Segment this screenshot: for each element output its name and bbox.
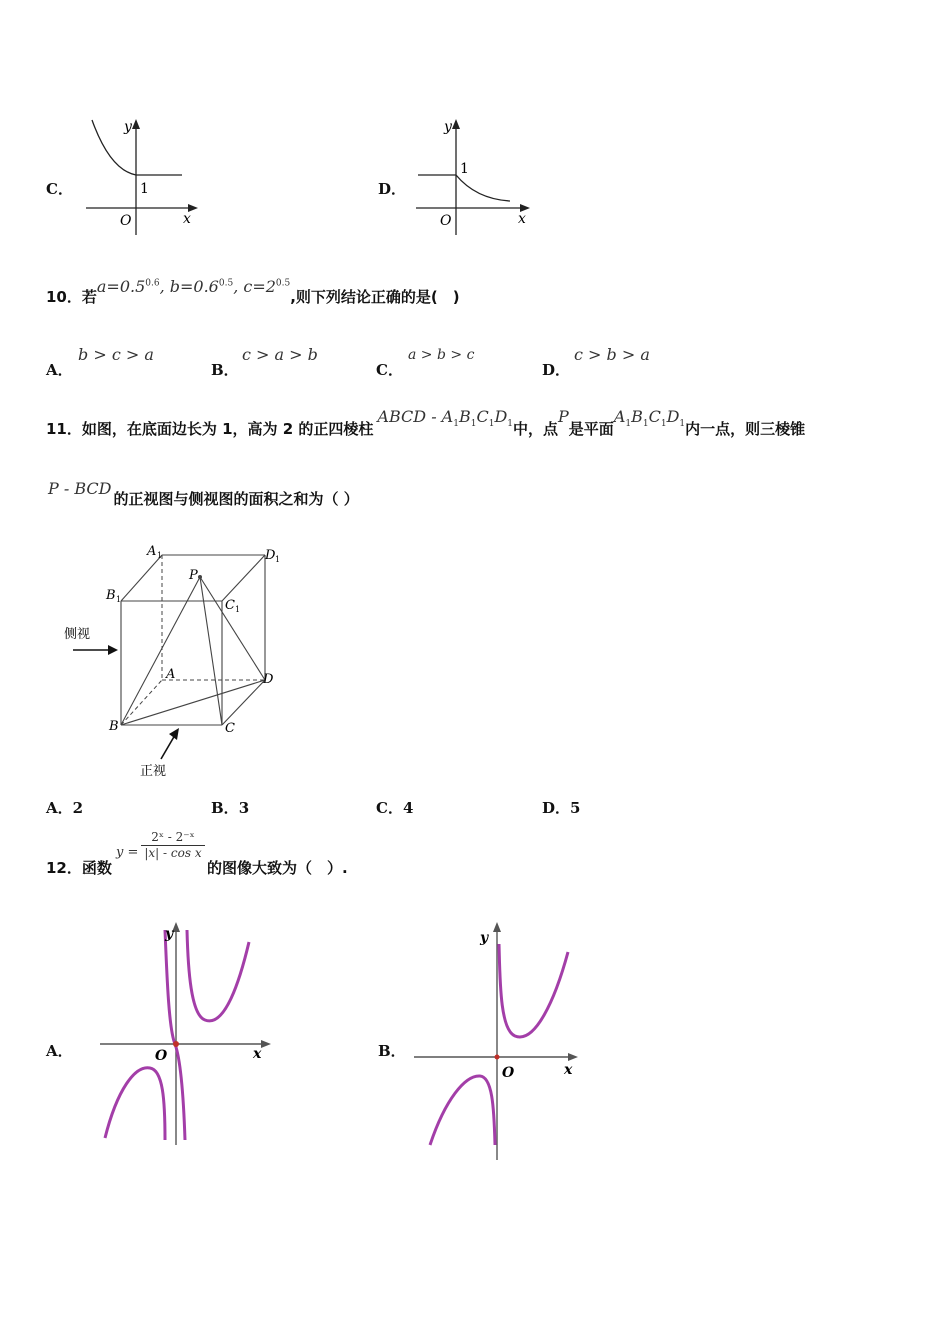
q12-graph-b-y: y — [480, 930, 489, 946]
q11-pyramid: P - BCD — [48, 479, 112, 498]
fig-sub-b1: 1 — [116, 595, 122, 604]
q10-tail: ,则下列结论正确的是( ) — [290, 288, 460, 306]
q10-number: 10．若 — [46, 288, 97, 306]
q11-option-b-label: B． — [211, 799, 239, 817]
q11-option-b — [211, 797, 249, 818]
q10-option-b: c > a > b — [242, 345, 318, 364]
q11-prism-figure — [55, 535, 295, 785]
graph-d-x-label: x — [518, 211, 526, 227]
q12-graph-a-y: y — [165, 926, 174, 942]
graph-c-origin: O — [120, 213, 132, 229]
q12-graph-a-curves — [105, 930, 249, 1140]
graph-d-y-label: y — [444, 119, 452, 135]
graph-c — [80, 115, 200, 240]
fig-label-c: C — [225, 721, 235, 736]
q11-text-3: 是平面 — [568, 420, 614, 438]
fig-label-p: P — [189, 568, 198, 583]
fig-label-d: D — [263, 672, 274, 687]
q12-graph-b — [410, 920, 585, 1165]
q12-number: 12．函数 — [46, 859, 112, 877]
q11-prism: ABCD - A — [377, 407, 454, 426]
q10-c-exp: 0.5 — [275, 278, 291, 289]
q12-graph-b-x: x — [564, 1062, 573, 1078]
q11-option-c — [376, 797, 413, 818]
question-11: 11．如图，在底面边长为 1，高为 2 的正四棱柱ABCD - $A_1B_1C_1D_1$中，点P是平面$A_1B_1C_1D_1$内一点，则三棱锥 — [46, 407, 806, 438]
q11-option-a — [46, 797, 83, 818]
q10-b-expr: b=0.6 — [169, 277, 219, 296]
fig-label-b: B — [109, 719, 119, 734]
fig-label-a: A — [166, 667, 176, 682]
q10-option-c-label: C． — [376, 361, 403, 379]
q10-option-a: b > c > a — [78, 345, 154, 364]
graph-d — [410, 115, 535, 240]
q10-a-expr: a=0.5 — [96, 277, 146, 296]
graph-d-one: 1 — [460, 161, 469, 177]
q12-option-a-label: A． — [46, 1042, 73, 1060]
q12-graph-a — [95, 920, 275, 1150]
q12-y-eq: y = — [116, 845, 139, 860]
option-d-label: D． — [378, 180, 407, 198]
q10-c-expr: c=2 — [243, 277, 276, 296]
q10-option-b-label: B． — [211, 361, 239, 379]
q11-prism-b1: B — [458, 407, 471, 426]
fig-label-d1: D — [265, 548, 276, 563]
fig-label-a1: A — [147, 544, 157, 559]
q10-b-exp: 0.5 — [218, 278, 234, 289]
q11-text-2: 中，点 — [513, 420, 559, 438]
q11-option-b-value: 3 — [238, 799, 250, 817]
q12-option-b-label: B． — [378, 1042, 406, 1060]
fig-side-view-label: 侧视 — [64, 627, 91, 642]
fig-label-c1: C — [225, 598, 235, 613]
graph-c-y-label: y — [124, 119, 132, 135]
q11-option-d-label: D． — [542, 799, 571, 817]
q11-option-a-value: 2 — [72, 799, 84, 817]
q11-point: P — [558, 407, 569, 426]
q11-text-5: 的正视图与侧视图的面积之和为（ ） — [113, 490, 359, 508]
q12-graph-b-origin: O — [502, 1065, 515, 1081]
side-view-arrow-icon — [73, 645, 118, 655]
fig-front-view-label: 正视 — [140, 764, 167, 779]
q12-tail: 的图像大致为（ ）. — [207, 859, 348, 877]
front-view-arrow-icon — [161, 728, 179, 759]
fig-sub-a1: 1 — [157, 551, 163, 560]
q10-option-c: a > b > c — [408, 347, 475, 363]
q12-denominator: |x| - cos x — [144, 846, 202, 860]
fig-sub-d1: 1 — [275, 555, 281, 564]
q11-option-c-value: 4 — [402, 799, 414, 817]
q11-option-c-label: C． — [376, 799, 403, 817]
fig-label-b1: B — [106, 588, 116, 603]
fig-sub-c1: 1 — [235, 605, 241, 614]
q12-graph-a-origin: O — [155, 1048, 168, 1064]
q11-text-1: 11．如图，在底面边长为 1，高为 2 的正四棱柱 — [46, 420, 374, 438]
q11-option-d — [542, 797, 580, 818]
q11-option-d-value: 5 — [570, 799, 581, 817]
q11-plane: A — [613, 407, 626, 426]
q12-graph-a-x: x — [253, 1046, 262, 1062]
q12-numerator: 2ˣ - 2⁻ˣ — [141, 830, 205, 846]
option-c-label: C． — [46, 180, 73, 198]
q12-fraction — [141, 830, 205, 860]
q10-option-d-label: D． — [542, 361, 571, 379]
graph-d-origin: O — [440, 213, 452, 229]
q11-option-a-label: A． — [46, 799, 73, 817]
q12-graph-b-curves — [430, 944, 568, 1145]
question-11-line-2 — [48, 478, 359, 508]
q10-option-a-label: A． — [46, 361, 73, 379]
q10-option-d: c > b > a — [574, 345, 650, 364]
q11-text-4: 内一点，则三棱锥 — [685, 420, 806, 438]
q10-a-exp: 0.6 — [145, 278, 160, 289]
question-10: 10．若$a=0.5^{0.6}$, $b=0.6^{0.5}$, $c=2^{0.5}$,则下列结论正确的是( ) — [46, 277, 460, 306]
graph-c-one: 1 — [140, 181, 149, 197]
graph-c-x-label: x — [183, 211, 191, 227]
